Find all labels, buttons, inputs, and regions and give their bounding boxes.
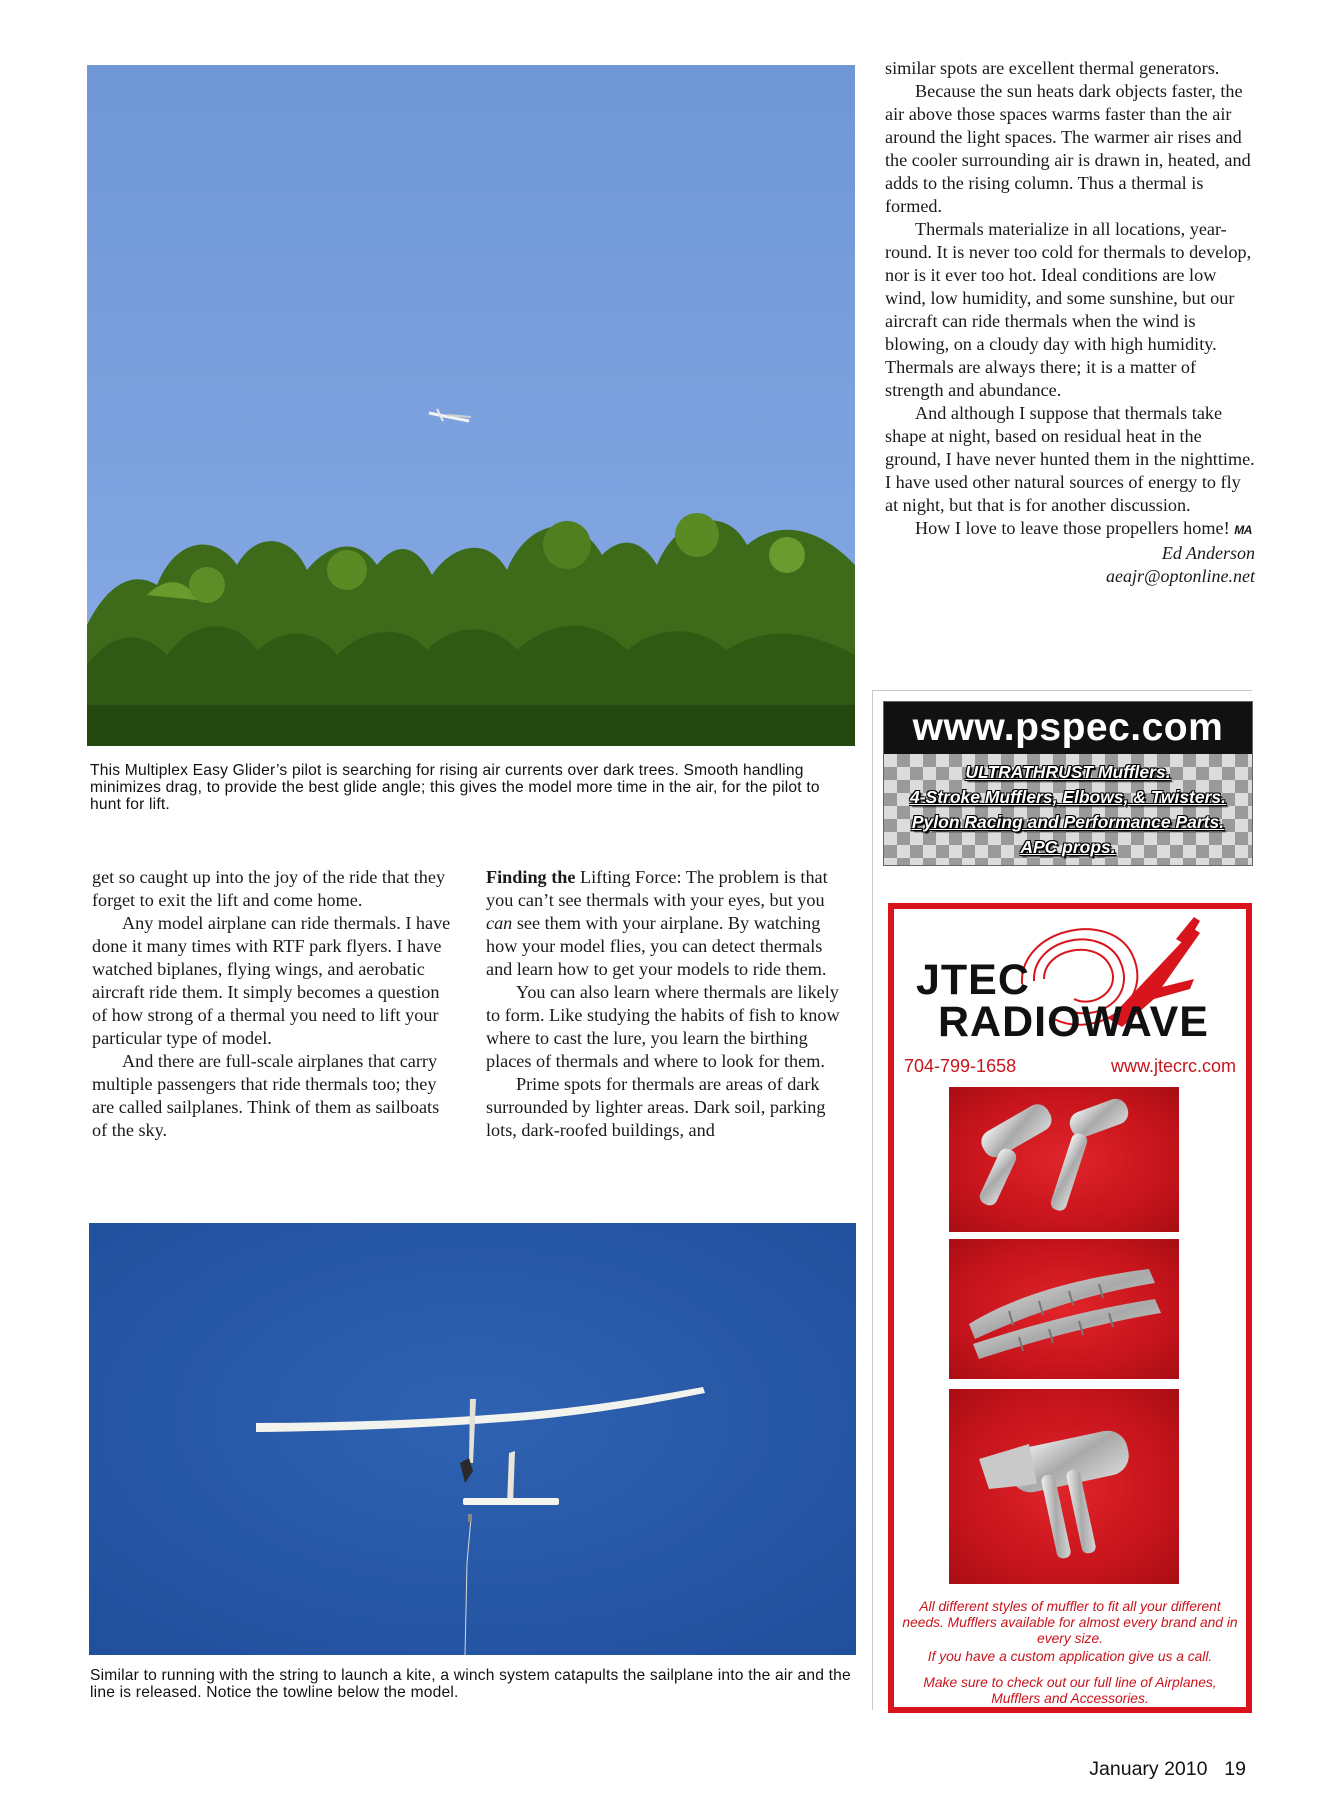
section-lead-in: Finding the [486,867,576,887]
custom-muffler-icon [979,1427,1132,1560]
paragraph: Any model airplane can ride thermals. I have done it many times with RTF park flyers. I have watched biplanes, flying wings, and aerobatic aircraft ride them. It simply becomes a question of how strong of a thermal you need to lift your particular type of model. [92,913,451,1048]
paragraph: Thermals materialize in all locations, year-round. It is never too cold for thermals to develop, nor is it ever too hot. Ideal conditions are low wind, low humidity, and some sunshine, but our aircraft can ride thermals when the wind is blowing, on a cloudy day with high humidity. Thermals are always there; it is a matter of strength and abundance. [885,219,1252,400]
ad-divider [872,690,1252,691]
bottom-photo [89,1223,856,1655]
paragraph [486,866,848,981]
bottom-photo-caption: Similar to running with the string to launch a kite, a winch system catapults the sailplane into the air and the line is released. Notice the towline below the model. [90,1667,851,1701]
product-photo-twister-mufflers [949,1239,1179,1379]
page-number: 19 [1224,1758,1246,1780]
page-footer [1089,1758,1246,1781]
jtec-website[interactable]: www.jtecrc.com [1110,1056,1236,1076]
emphasis-text: can [486,913,513,933]
ad-divider [872,690,873,1710]
author-email[interactable]: aeajr@optonline.net [1105,566,1255,586]
glider-over-trees-image [87,65,855,746]
pspec-url[interactable]: www.pspec.com [884,702,1252,754]
paragraph [885,517,1255,542]
product-photo-elbow-mufflers [949,1087,1179,1232]
paragraph: Prime spots for thermals are areas of dark surrounded by lighter areas. Dark soil, parking lots, dark-roofed buildings, and [486,1074,826,1140]
paragraph: And there are full-scale airplanes that carry multiple passengers that ride thermals too; they are called sailplanes. Think of them as sailboats of the sky. [92,1051,440,1140]
right-text-column [885,57,1255,588]
jtec-ad[interactable] [888,903,1252,1713]
pspec-line: Pylon Racing and Performance Parts. [911,812,1225,832]
paragraph: similar spots are excellent thermal generators. [885,58,1220,78]
paragraph: Because the sun heats dark objects faster, the air above those spaces warms faster than the air around the light spaces. The warmer air rises and the cooler surrounding air is drawn in, heated, and adds to the rising column. Thus a thermal is formed. [885,81,1251,216]
jtec-logo [894,909,1246,1059]
pspec-line: ULTRATHRUST Mufflers. [965,762,1171,782]
author-name: Ed Anderson [1161,543,1255,563]
jtec-product-line-note: Make sure to check out our full line of Airplanes, Mufflers and Accessories. [923,1675,1217,1706]
top-photo-caption: This Multiplex Easy Glider’s pilot is searching for rising air currents over dark trees. Smooth handling minimizes drag, to provide the best glide angle; this gives the model more time in the air, for the pilot to hunt for lift. [90,762,820,813]
pspec-product-list [884,754,1252,866]
sailplane-launch-image [89,1223,856,1655]
jtec-title-line1: JTEC [916,956,1030,1004]
jtec-custom-note: If you have a custom application give us a call. [927,1649,1213,1664]
pspec-ad[interactable] [883,701,1253,866]
jtec-title-line2: RADIOWAVE [938,998,1209,1046]
ma-end-mark: MA [1234,523,1252,537]
paragraph: And although I suppose that thermals take shape at night, based on residual heat in the ground, I have never hunted them in the nighttime. I have used other natural sources of energy to fly at night, but that is for another discussion. [885,403,1255,515]
paragraph: get so caught up into the joy of the ride that they forget to exit the lift and come home. [92,867,446,910]
issue-date: January 2010 [1089,1758,1208,1780]
jtec-phone: 704-799-1658 [904,1056,1017,1076]
twister-muffler-icon [969,1269,1161,1359]
left-text-column [92,866,454,1142]
jtec-description: All different styles of muffler to fit all your different needs. Mufflers available for almost every brand and in every size. [902,1599,1238,1646]
closing-text: How I love to leave those propellers home! [915,518,1230,538]
elbow-muffler-icon [977,1096,1132,1213]
paragraph-text: Lifting Force: The problem is that you can’t see thermals with your eyes, but you [486,867,828,910]
product-photo-custom-muffler [949,1389,1179,1584]
pspec-line: 4-Stroke Mufflers, Elbows, & Twisters. [909,787,1227,807]
middle-text-column [486,866,848,1142]
top-photo [87,65,855,746]
paragraph-text: see them with your airplane. By watching how your model flies, you can detect thermals and learn how to get your models to ride them. [486,913,827,979]
paragraph: You can also learn where thermals are likely to form. Like studying the habits of fish to know where to cast the lure, you learn the birthing places of thermals and where to look for them. [486,982,840,1071]
pspec-line: APC props. [1020,837,1116,857]
